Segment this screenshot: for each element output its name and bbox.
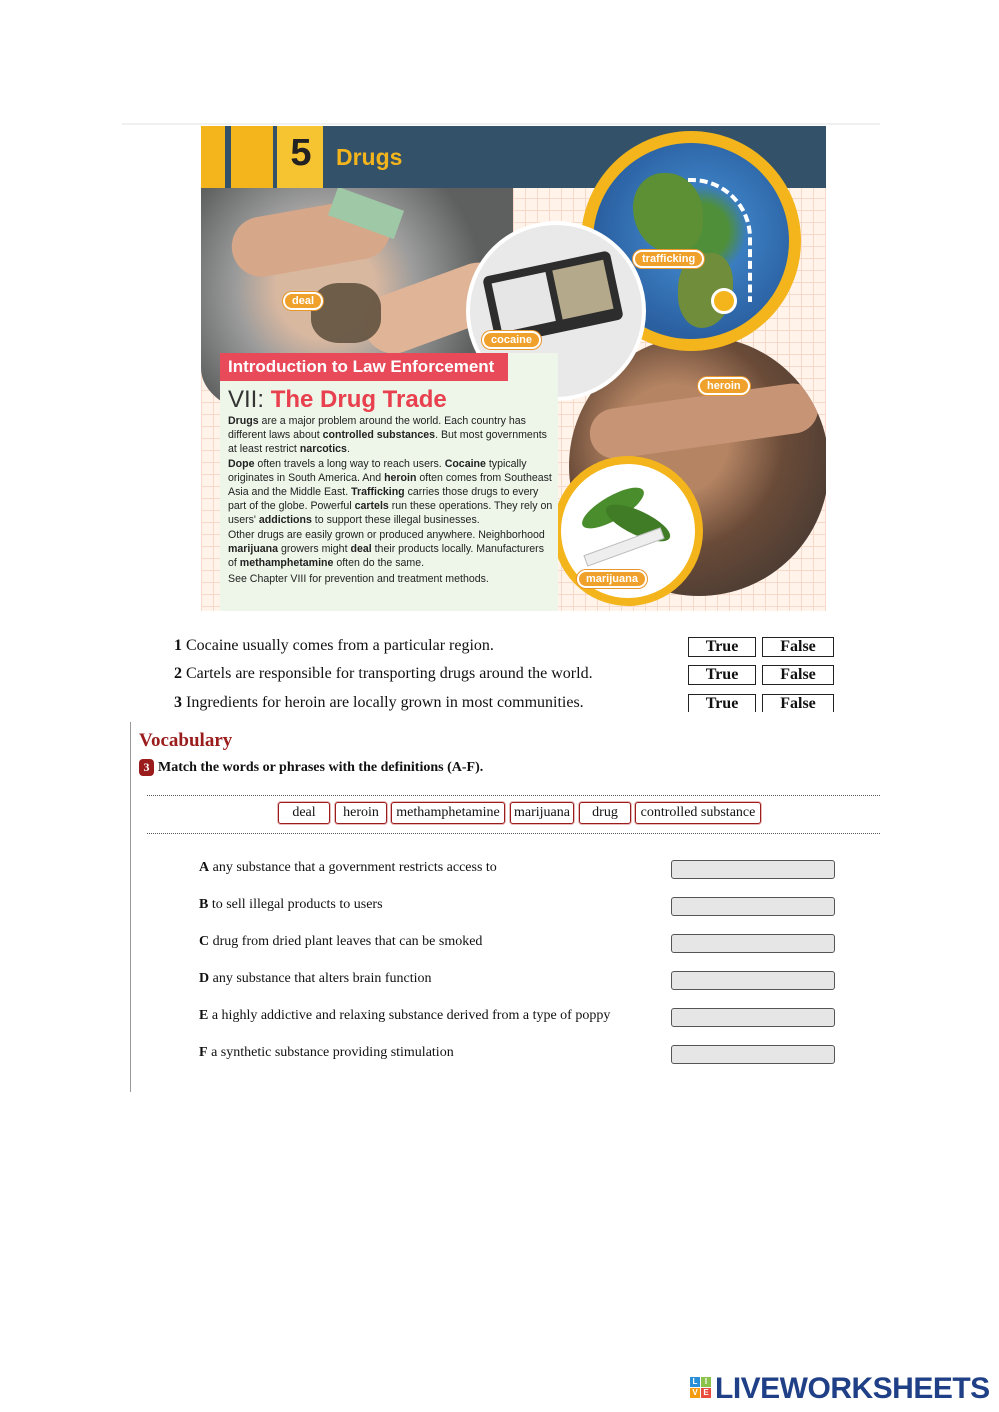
- answer-box-b[interactable]: [671, 897, 835, 916]
- answer-box-e[interactable]: [671, 1008, 835, 1027]
- header-stripe: [201, 126, 225, 188]
- tag-heroin: heroin: [698, 377, 750, 395]
- word-chip-deal[interactable]: deal: [278, 802, 330, 824]
- definition-e: E a highly addictive and relaxing substance derived from a type of poppy: [199, 1008, 611, 1023]
- word-chip-heroin[interactable]: heroin: [335, 802, 387, 824]
- textbook-page: [201, 126, 826, 611]
- unit-title: Drugs: [336, 144, 403, 170]
- answer-box-f[interactable]: [671, 1045, 835, 1064]
- chapter-heading: VII: The Drug Trade: [228, 386, 447, 413]
- tag-cocaine: cocaine: [482, 331, 541, 349]
- tag-deal: deal: [283, 292, 323, 310]
- true-button-3[interactable]: True: [688, 694, 756, 712]
- word-chip-methamphetamine[interactable]: methamphetamine: [391, 802, 505, 824]
- section-rule: [130, 722, 131, 1092]
- definition-d: D any substance that alters brain function: [199, 971, 432, 986]
- reading-text-box: [220, 353, 558, 611]
- answer-box-c[interactable]: [671, 934, 835, 953]
- logo-icon: L I V E: [690, 1377, 712, 1399]
- unit-number: 5: [290, 132, 312, 174]
- question-3-row: [160, 694, 860, 712]
- question-3: 3 Ingredients for heroin are locally grown in most communities.: [174, 694, 584, 711]
- word-bank-bottom-border: [147, 833, 880, 834]
- vocabulary-heading: Vocabulary: [139, 730, 233, 751]
- definition-f: F a synthetic substance providing stimulation: [199, 1045, 454, 1060]
- definition-c: C drug from dried plant leaves that can be smoked: [199, 934, 483, 949]
- definition-b: B to sell illegal products to users: [199, 897, 383, 912]
- question-2: 2 Cartels are responsible for transporting drugs around the world.: [174, 665, 593, 682]
- tag-trafficking: trafficking: [633, 250, 704, 268]
- answer-box-a[interactable]: [671, 860, 835, 879]
- word-chip-marijuana[interactable]: marijuana: [510, 802, 574, 824]
- top-divider: [122, 123, 880, 125]
- header-stripe: [231, 126, 273, 188]
- section-banner: Introduction to Law Enforcement: [220, 353, 508, 381]
- exercise-instruction: Match the words or phrases with the definitions (A-F).: [158, 760, 484, 775]
- logo-text: LIVEWORKSHEETS: [715, 1372, 990, 1405]
- reading-body: Drugs are a major problem around the world. Each country has different laws about controlled substances. But most governments at least restrict narcotics. Dope often travels a long way to reach users. Cocaine typically originates in South America. And heroin often comes from Southeast Asia and the Middle East. Trafficking carries those drugs to every part of the globe. Powerful cartels run these operations. They rely on users' addictions to support these illegal businesses. Other drugs are easily grown or produced anywhere. Neighborhood marijuana growers might deal their products locally. Manufacturers of methamphetamine often do the same. See Chapter VIII for prevention and treatment methods.: [228, 415, 553, 585]
- exercise-number-badge: 3: [139, 759, 154, 776]
- tag-marijuana: marijuana: [577, 570, 647, 588]
- answer-box-d[interactable]: [671, 971, 835, 990]
- false-button-3[interactable]: False: [762, 694, 834, 712]
- word-bank-top-border: [147, 795, 880, 796]
- true-button-2[interactable]: True: [688, 665, 756, 685]
- false-button-1[interactable]: False: [762, 637, 834, 657]
- question-1: 1 Cocaine usually comes from a particular region.: [174, 637, 494, 654]
- word-chip-drug[interactable]: drug: [579, 802, 631, 824]
- definition-a: A any substance that a government restricts access to: [199, 860, 497, 875]
- true-button-1[interactable]: True: [688, 637, 756, 657]
- word-chip-controlled-substance[interactable]: controlled substance: [635, 802, 761, 824]
- false-button-2[interactable]: False: [762, 665, 834, 685]
